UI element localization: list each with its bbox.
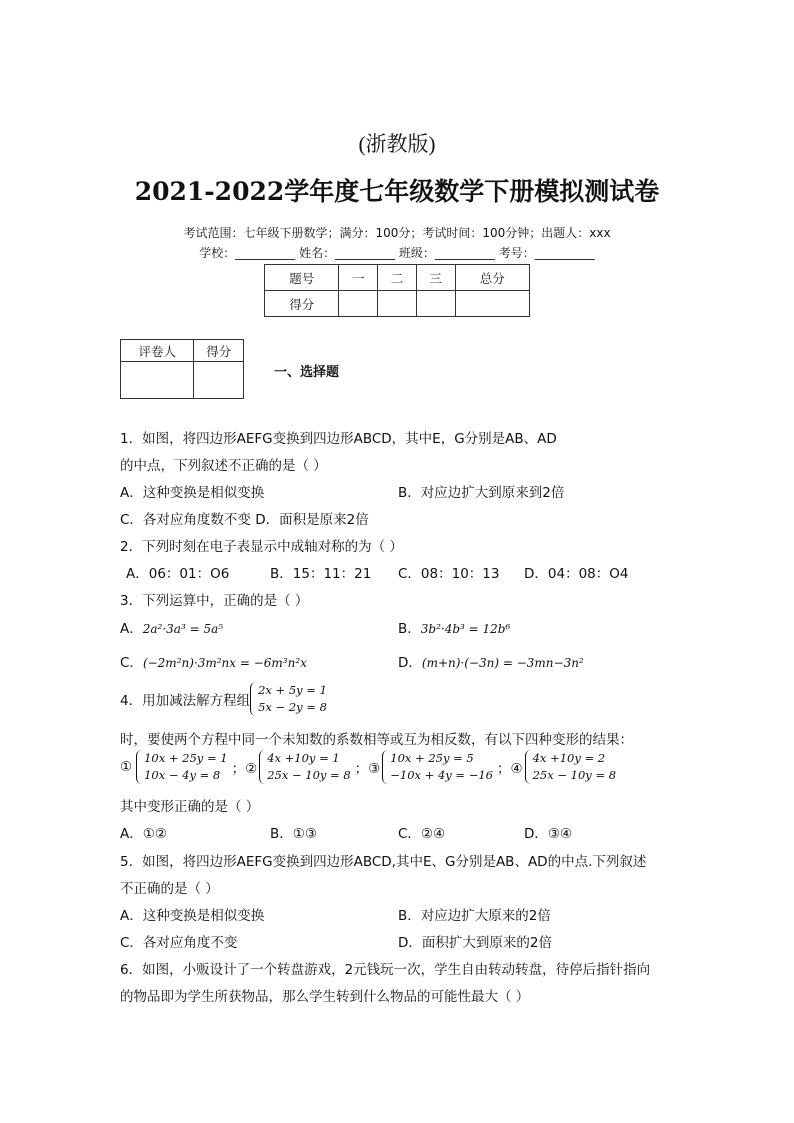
q4-option-c[interactable]: C．②④: [398, 826, 446, 842]
q4-stem: [120, 682, 327, 716]
q4-opt2-eq2: 25x − 10y = 8: [267, 768, 351, 782]
q5-option-d[interactable]: D．面积扩大到原来的2倍: [398, 935, 552, 951]
score-cell[interactable]: [378, 291, 417, 317]
q3-option-a[interactable]: [120, 617, 223, 637]
q4-opt3-mark: ；③: [354, 761, 381, 777]
name-label: 姓名：: [299, 246, 336, 260]
score-cell[interactable]: [416, 291, 455, 317]
q4-option-b[interactable]: B．①③: [270, 826, 317, 842]
q4-opt1-system: [136, 750, 227, 784]
exam-info: 考试范围：七年级下册数学；满分：100分；考试时间：100分钟；出题人：xxx: [183, 226, 611, 240]
q1-stem-line2: 的中点，下列叙述不正确的是（ ）: [120, 458, 327, 474]
q5-stem-line1: 5．如图，将四边形AEFG变换到四边形ABCD,其中E、G分别是AB、AD的中点.下列叙述: [120, 854, 647, 870]
q4-stem-line4: 其中变形正确的是（ ）: [120, 799, 260, 815]
q2-stem: 2．下列时刻在电子表显示中成轴对称的为（ ）: [120, 539, 403, 555]
q4-opt3-eq1: 10x + 25y = 5: [390, 751, 474, 765]
q1-stem-line1: 1．如图，将四边形AEFG变换到四边形ABCD，其中E，G分别是AB、AD: [120, 431, 557, 447]
q4-transformations: [120, 750, 616, 784]
q4-stem-text: 4．用加减法解方程组: [120, 693, 251, 709]
q4-opt2-system: [259, 750, 350, 784]
q1-option-a[interactable]: A．这种变换是相似变换: [120, 485, 265, 501]
page-title: 2021-2022学年度七年级数学下册模拟测试卷: [134, 177, 660, 206]
grader-table: [120, 339, 244, 399]
q3-d-label: D．: [398, 655, 422, 671]
q5-stem-line2: 不正确的是（ ）: [120, 881, 219, 897]
q2-option-d[interactable]: D．04：08：O4: [524, 566, 629, 582]
grader-score-cell[interactable]: [194, 362, 244, 399]
class-blank[interactable]: __________: [434, 246, 495, 260]
q5-option-c[interactable]: C．各对应角度不变: [120, 935, 238, 951]
q4-opt1-eq2: 10x − 4y = 8: [144, 768, 221, 782]
brace-icon: [250, 682, 257, 716]
exam-number-label: 考号：: [498, 246, 535, 260]
class-label: 班级：: [398, 246, 435, 260]
section-title: 一、选择题: [274, 365, 340, 380]
q4-equation-system: [250, 682, 327, 716]
q3-c-label: C．: [120, 655, 143, 671]
q2-option-c[interactable]: C．08：10：13: [398, 566, 500, 582]
q6-stem-line2: 的物品即为学生所获物品，那么学生转到什么物品的可能性最大（ ）: [120, 989, 530, 1005]
q4-opt4-eq1: 4x +10y = 2: [532, 751, 606, 765]
q4-opt4-mark: ；④: [497, 761, 523, 777]
brace-icon: [382, 750, 389, 784]
grader-cell[interactable]: [121, 362, 194, 399]
school-label: 学校：: [199, 246, 236, 260]
q4-option-a[interactable]: A．①②: [120, 826, 167, 842]
q3-b-label: B．: [398, 621, 421, 637]
q3-option-d[interactable]: [398, 651, 584, 671]
score-cell[interactable]: [339, 291, 378, 317]
score-row-label: 得分: [265, 291, 339, 317]
q6-stem-line1: 6．如图，小贩设计了一个转盘游戏，2元钱玩一次，学生自由转动转盘，待停后指针指向: [120, 962, 651, 978]
q4-eq-2: 5x − 2y = 8: [258, 700, 327, 714]
q3-c-expr: (−2m²n)·3m²nx = −6m³n²x: [142, 656, 307, 670]
grader-header: 评卷人: [121, 340, 194, 362]
q3-a-expr: 2a²·3a³ = 5a⁵: [142, 622, 224, 636]
q4-opt2-mark: ；②: [231, 761, 258, 777]
brace-icon: [259, 750, 266, 784]
q3-d-expr: (m+n)·(−3n) = −3mn−3n²: [421, 656, 584, 670]
score-header-total: 总分: [455, 265, 529, 291]
exam-number-blank[interactable]: __________: [534, 246, 595, 260]
q4-opt4-eq2: 25x − 10y = 8: [532, 768, 617, 782]
q3-option-b[interactable]: [398, 617, 510, 637]
q1-option-cd[interactable]: C．各对应角度数不变 D．面积是原来2倍: [120, 512, 369, 528]
q4-option-d[interactable]: D．③④: [524, 826, 573, 842]
score-table: [264, 264, 530, 317]
q4-opt1-mark: ①: [120, 759, 133, 775]
q2-option-a[interactable]: A．06：01：O6: [126, 566, 230, 582]
school-blank[interactable]: __________: [235, 246, 296, 260]
score-header-1: 一: [339, 265, 378, 291]
q4-stem-line2: 时，要使两个方程中同一个未知数的系数相等或互为相反数，有以下四种变形的结果：: [120, 732, 633, 748]
q4-opt3-system: [382, 750, 493, 784]
q4-eq-1: 2x + 5y = 1: [258, 683, 327, 697]
q5-option-b[interactable]: B．对应边扩大原来的2倍: [398, 908, 551, 924]
q4-opt4-system: [525, 750, 616, 784]
score-header-2: 二: [378, 265, 417, 291]
q4-opt1-eq1: 10x + 25y = 1: [144, 751, 228, 765]
score-header-3: 三: [416, 265, 455, 291]
brace-icon: [525, 750, 532, 784]
brace-icon: [136, 750, 143, 784]
score-header-question: 题号: [265, 265, 339, 291]
q3-option-c[interactable]: [120, 651, 307, 671]
grader-score-header: 得分: [194, 340, 244, 362]
name-blank[interactable]: __________: [335, 246, 396, 260]
q2-option-b[interactable]: B．15：11：21: [270, 566, 372, 582]
q4-opt2-eq1: 4x +10y = 1: [267, 751, 340, 765]
q3-stem: 3．下列运算中，正确的是（ ）: [120, 593, 309, 609]
edition-label: (浙教版): [358, 132, 436, 156]
q1-option-b[interactable]: B．对应边扩大到原来到2倍: [398, 485, 565, 501]
q5-option-a[interactable]: A．这种变换是相似变换: [120, 908, 265, 924]
q3-b-expr: 3b²·4b³ = 12b⁶: [420, 622, 511, 636]
student-fields: [0, 244, 794, 261]
q3-a-label: A．: [120, 621, 143, 637]
q4-opt3-eq2: −10x + 4y = −16: [390, 768, 493, 782]
score-cell[interactable]: [455, 291, 529, 317]
